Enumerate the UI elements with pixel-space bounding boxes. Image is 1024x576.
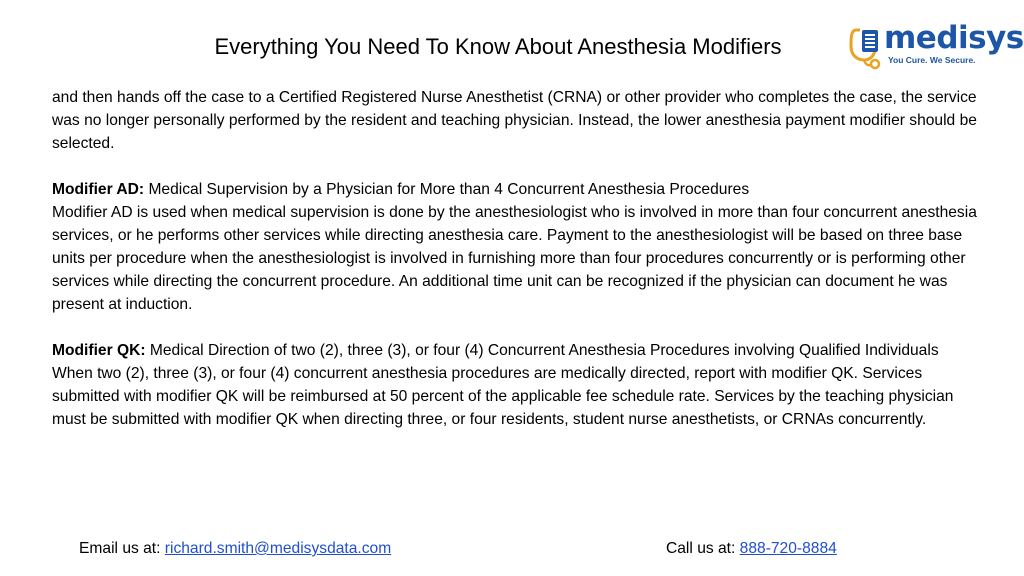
logo-wordmark: medisys bbox=[884, 20, 1024, 56]
modifier-qk-heading: Medical Direction of two (2), three (3), or four (4) Concurrent Anesthesia Procedures involving Qualified Individuals bbox=[145, 342, 939, 359]
logo-tagline: You Cure. We Secure. bbox=[888, 55, 976, 65]
phone-link[interactable]: 888-720-8884 bbox=[739, 540, 837, 557]
modifier-ad-label: Modifier AD: bbox=[52, 181, 145, 198]
stethoscope-logo-icon bbox=[848, 26, 888, 70]
modifier-qk-body: When two (2), three (3), or four (4) concurrent anesthesia procedures are medically directed, report with modifier QK. Services submitted with modifier QK will be reimbursed at 50 percent of the applicable fee schedule rate. Services by the teaching physician must be submitted with modifier QK when directing three, or four residents, student nurse anesthetists, or CRNAs concurrently. bbox=[52, 365, 954, 428]
modifier-qk-section bbox=[52, 339, 980, 431]
modifier-ad-heading: Medical Supervision by a Physician for More than 4 Concurrent Anesthesia Procedures bbox=[144, 181, 750, 198]
email-contact bbox=[79, 540, 391, 558]
medisys-logo bbox=[848, 20, 1024, 70]
phone-contact bbox=[666, 540, 837, 558]
page-title: Everything You Need To Know About Anesthesia Modifiers bbox=[214, 34, 782, 59]
modifier-qk-label: Modifier QK: bbox=[52, 342, 146, 359]
article-body bbox=[52, 86, 980, 454]
intro-paragraph: and then hands off the case to a Certified Registered Nurse Anesthetist (CRNA) or other provider who completes the case, the service was no longer personally performed by the resident and teaching physician. Instead, the lower anesthesia payment modifier should be selected. bbox=[52, 89, 977, 152]
email-link[interactable]: richard.smith@medisysdata.com bbox=[164, 540, 392, 557]
email-label: Email us at: bbox=[79, 540, 165, 557]
phone-label: Call us at: bbox=[666, 540, 740, 557]
modifier-ad-section bbox=[52, 178, 980, 316]
modifier-ad-body: Modifier AD is used when medical supervision is done by the anesthesiologist who is involved in more than four concurrent anesthesia services, or he performs other services while directing anesthesia care. Payment to the anesthesiologist will be based on three base units per procedure when the anesthesiologist is involved in furnishing more than four procedures concurrently or is performing other services while directing the concurrent procedure. An additional time unit can be recognized if the physician can document he was present at induction. bbox=[52, 204, 977, 313]
